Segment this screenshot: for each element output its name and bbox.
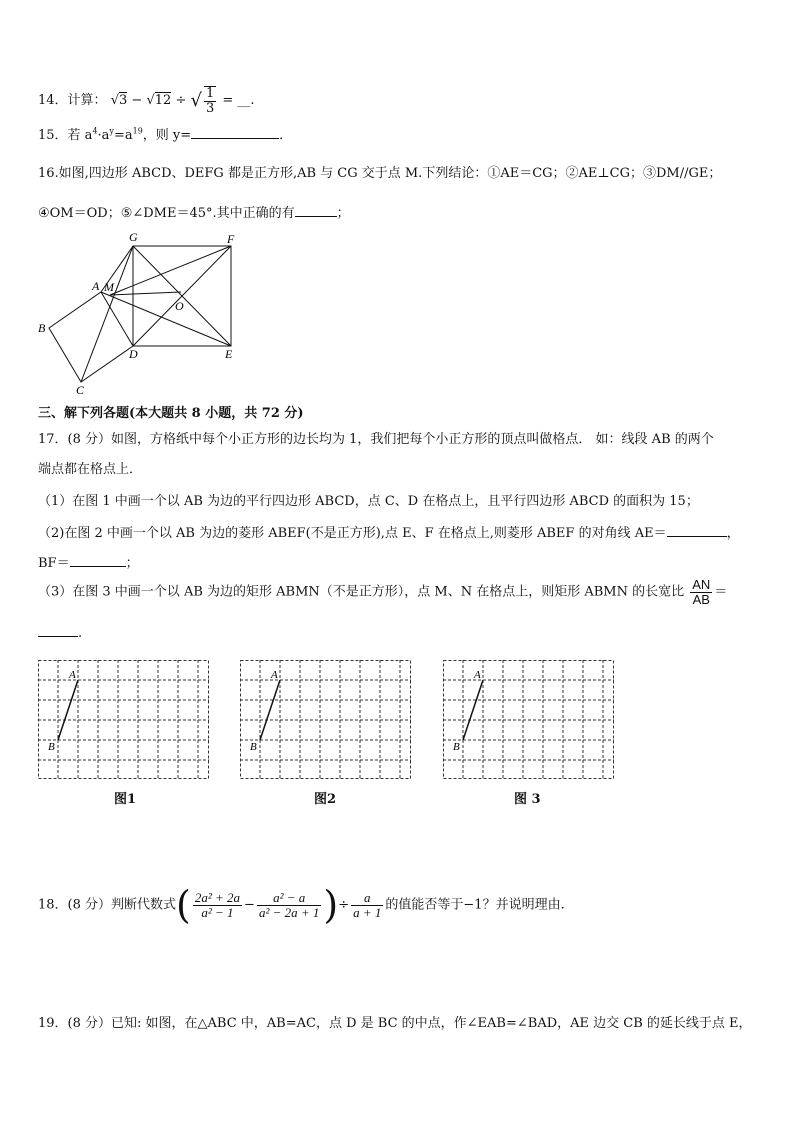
question-17-part2: （2)在图 2 中画一个以 AB 为边的菱形 ABEF(不是正方形),点 E、F 在格点上,则菱形 ABEF 的对角线 AE＝ ， [38,526,740,541]
grid-figure-3 [443,660,614,779]
grid-figure-1 [38,660,209,779]
answer-blank [667,524,727,537]
question-17-line1: 17．(8 分）如图，方格纸中每个小正方形的边长均为 1，我们把每个小正方形的顶点叫做格点． 如：线段 AB 的两个 [38,432,714,447]
q16-geometry-figure [35,228,250,398]
svg-text:B: B [453,741,460,753]
answer-blank [191,126,279,139]
figure-caption-2: 图2 [314,792,337,807]
label-m: M [104,280,114,294]
segment-ab [463,680,483,740]
answer-blank [38,624,78,637]
sqrt-term: √12 [146,93,172,109]
question-17-part3: （3）在图 3 中画一个以 AB 为边的矩形 ABMN（不是正方形），点 M、N 在格点上，则矩形 ABMN 的长宽比 $\frac{AN}{AB}$ ＝ [38,577,728,607]
question-14: 14．计算： √3 − √12 ÷ √ $\frac{1}{3}$ = __. [38,86,255,116]
segment-ab [260,680,280,740]
question-19: 19．(8 分）已知: 如图，在△ABC 中，AB=AC，点 D 是 BC 的中点，作∠EAB=∠BAD，AE 边交 CB 的延长线于点 E， [38,1016,752,1031]
label-b: B [38,321,46,335]
question-15: 15．若 $a^4\cdot a^y=a^{19}$，则 y= ． [38,126,293,143]
figure-caption-1: 图1 [114,792,137,807]
sqrt-term: √3 [110,93,128,109]
answer-blank [295,204,337,217]
equals-blank: = __. [218,93,255,109]
grid-figure-2 [240,660,411,779]
figure-caption-3: 图 3 [514,792,541,807]
square-abcd [49,292,133,382]
svg-text:A: A [474,669,481,681]
svg-text:A: A [69,669,76,681]
label-o: O [175,299,184,313]
label-e: E [225,347,233,361]
svg-text:A: A [271,669,278,681]
question-16-line2: ④OM＝OD；⑤∠DME＝45°.其中正确的有 ； [38,206,350,221]
svg-text:B: B [250,741,257,753]
question-17-part1: （1）在图 1 中画一个以 AB 为边的平行四边形 ABCD，点 C、D 在格点上，且平行四边形 ABCD 的面积为 15； [38,494,699,509]
question-17-part2-cont: BF＝ ； [38,556,139,571]
question-17-part3-cont: . [38,624,82,641]
answer-blank [70,554,126,567]
label-a: A [92,279,100,293]
section-title: 三、解下列各题(本大题共 8 小题，共 72 分) [38,406,304,421]
question-16-line1: 16.如图,四边形 ABCD、DEFG 都是正方形,AB 与 CG 交于点 M.下列结论：①AE＝CG；②AE⊥CG；③DM//GE； [38,166,722,181]
question-label: 计算： [67,93,107,109]
question-number: 14． [38,93,68,109]
label-d: D [129,347,138,361]
segment-ab [58,680,78,740]
question-17-line2: 端点都在格点上． [38,462,143,477]
label-c: C [76,383,85,397]
question-18: 18．(8 分）判断代数式( $\frac{\text{2a² + 2a}}{\text{a² − 1}}$ − $\frac{\text{a² − a}}{\text{a² − 2a + 1}}$ )÷ $\frac{a}{a + 1}$ 的值能否等于−1？并说明理由. [38,883,565,927]
svg-text:B: B [48,741,55,753]
label-g: G [129,230,138,244]
label-f: F [227,232,235,246]
sqrt-fraction: √ [190,90,202,112]
